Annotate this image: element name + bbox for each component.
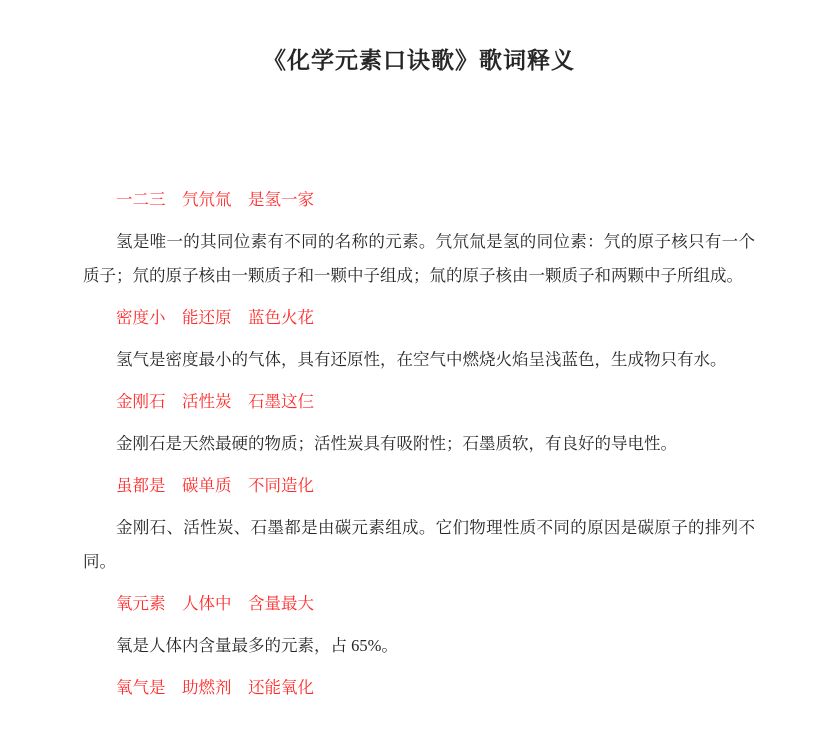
lyric-line: 虽都是 碳单质 不同造化 [116,476,314,495]
lyric-line: 氧气是 助燃剂 还能氧化 [116,678,314,697]
document-title: 《化学元素口诀歌》歌词释义 [263,48,575,73]
explanation-paragraph: 氢气是密度最小的气体，具有还原性，在空气中燃烧火焰呈浅蓝色，生成物只有水。 [116,350,727,369]
document-body [83,183,755,705]
explanation-paragraph: 金刚石、活性炭、石墨都是由碳元素组成。它们物理性质不同的原因是碳原子的排列不同。 [83,518,755,571]
lyric-line: 氧元素 人体中 含量最大 [116,594,314,613]
lyric-line: 密度小 能还原 蓝色火花 [116,308,314,327]
lyric-line: 金刚石 活性炭 石墨这仨 [116,392,314,411]
explanation-paragraph: 氧是人体内含量最多的元素，占 65%。 [116,636,398,655]
lyric-line: 一二三 氕氘氚 是氢一家 [116,190,314,209]
explanation-paragraph: 氢是唯一的其同位素有不同的名称的元素。氕氘氚是氢的同位素：氕的原子核只有一个质子；氘的原子核由一颗质子和一颗中子组成；氚的原子核由一颗质子和两颗中子所组成。 [83,232,755,285]
explanation-paragraph: 金刚石是天然最硬的物质；活性炭具有吸附性；石墨质软，有良好的导电性。 [116,434,677,453]
